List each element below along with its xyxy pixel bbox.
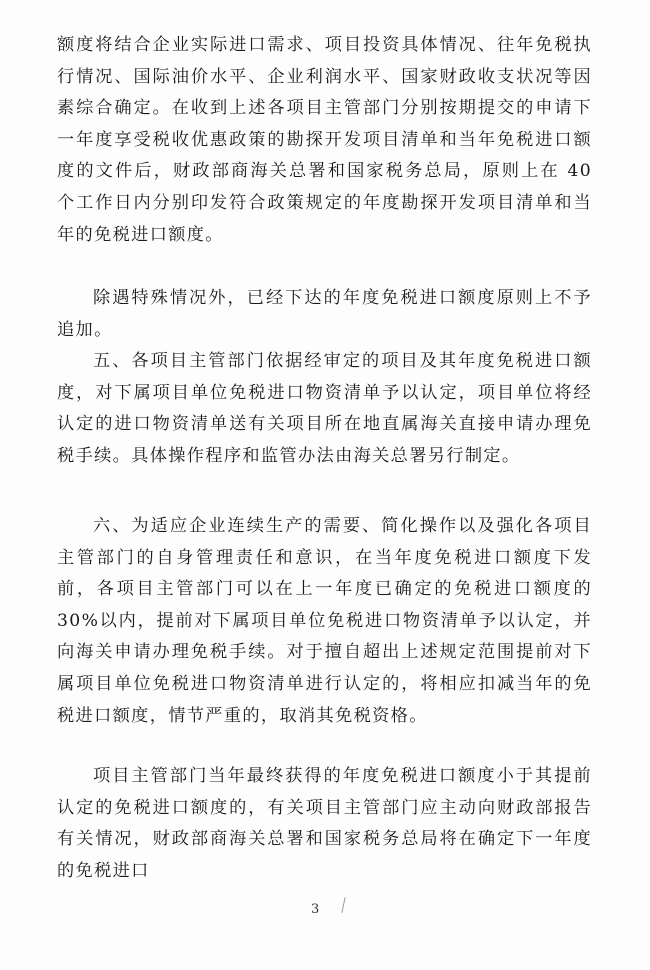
paragraph-article-five: 五、各项目主管部门依据经审定的项目及其年度免税进口额度，对下属项目单位免税进口物资清单予以认定，项目单位将经认定的进口物资清单送有关项目所在地直属海关直接申请办理免税手续。具体操作程序和监管办法由海关总署另行制定。 [57,351,592,466]
scan-artifact-mark [341,897,345,913]
paragraph-no-additional-quota: 除遇特殊情况外，已经下达的年度免税进口额度原则上不予追加。 [57,288,592,340]
paragraph-article-six: 六、为适应企业连续生产的需要、简化操作以及强化各项目主管部门的自身管理责任和意识，在当年度免税进口额度下发前，各项目主管部门可以在上一年度已确定的免税进口额度的 30%以内，提前对下属项目单位免税进口物资清单予以认定，并向海关申请办理免税手续。对于擅自超出上述规定范围提前对下属项目单位免税进口物资清单进行认定的，将相应扣减当年的免税进口额度，情节严重的，取消其免税资格。 [57,516,592,726]
paragraph-continuation: 额度将结合企业实际进口需求、项目投资具体情况、往年免税执行情况、国际油价水平、企业利润水平、国家财政收支状况等因素综合确定。在收到上述各项目主管部门分别按期提交的申请下一年度享受税收优惠政策的勘探开发项目清单和当年免税进口额度的文件后，财政部商海关总署和国家税务总局，原则上在 40 个工作日内分别印发符合政策规定的年度勘探开发项目清单和当年的免税进口额度。 [57,35,592,245]
page-number: 3 [311,902,320,917]
paragraph-quota-adjustment: 项目主管部门当年最终获得的年度免税进口额度小于其提前认定的免税进口额度的，有关项目主管部门应主动向财政部报告有关情况，财政部商海关总署和国家税务总局将在确定下一年度的免税进口 [57,766,592,881]
